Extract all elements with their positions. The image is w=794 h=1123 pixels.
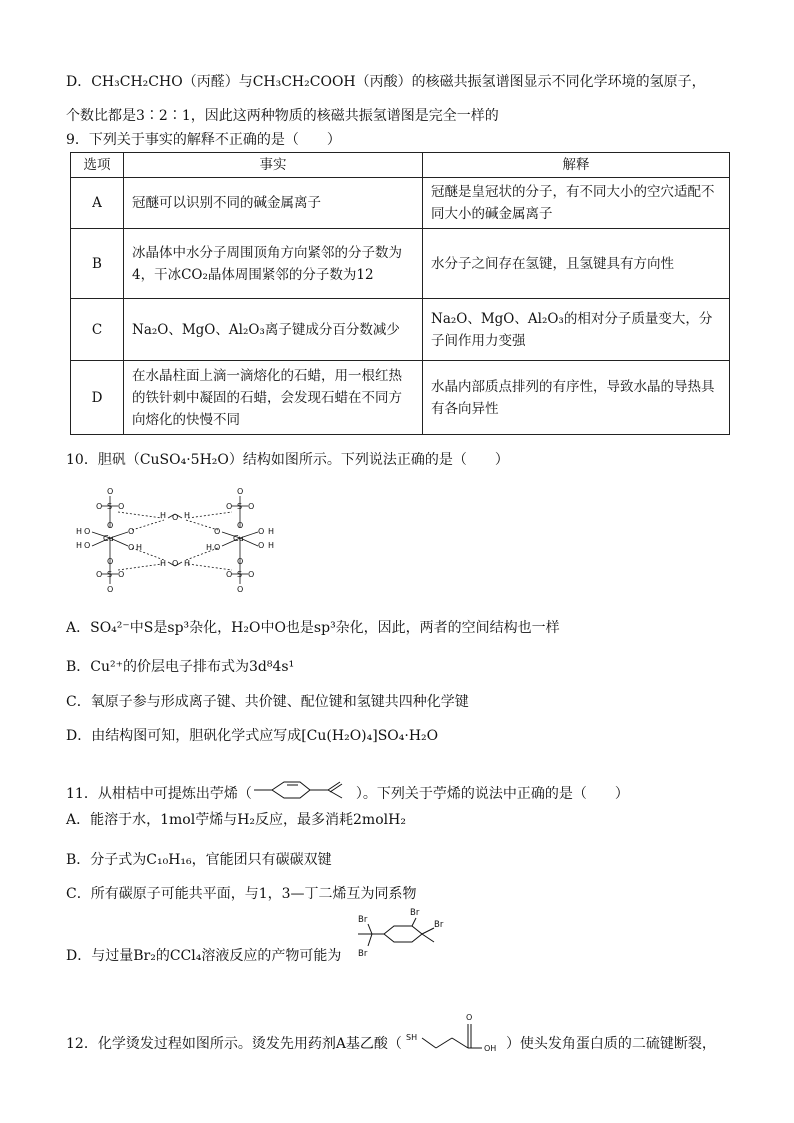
atom-label: O [118, 570, 125, 579]
table-row [71, 229, 730, 299]
q9-row-explain: 冠醚是皇冠状的分子，有不同大小的空穴适配不同大小的碱金属离子 [423, 178, 730, 229]
q11-option-d: D．与过量Br₂的CCl₄溶液反应的产物可能为 [66, 948, 342, 964]
table-row [71, 178, 730, 229]
atom-label: H [268, 527, 275, 536]
limonene-structure-icon [252, 778, 356, 810]
atom-label: O [84, 541, 91, 550]
atom-label: S [237, 502, 243, 511]
atom-label: S [107, 570, 113, 579]
q11-option-b: B．分子式为C₁₀H₁₆，官能团只有碳碳双键 [66, 852, 332, 868]
q9-table [70, 152, 730, 435]
q9-row-option: A [71, 178, 124, 229]
q9-header-fact: 事实 [124, 153, 423, 178]
atom-label: O [248, 502, 255, 511]
atom-label: O [107, 585, 114, 594]
q8-option-d-line2: 个数比都是3∶2∶1，因此这两种物质的核磁共振氢谱图是完全一样的 [66, 108, 499, 124]
q9-row-fact: 在水晶柱面上滴一滴熔化的石蜡，用一根红热的铁针刺中凝固的石蜡，会发现石蜡在不同方向熔化的快慢不同 [124, 361, 423, 435]
atom-label: H [160, 511, 167, 520]
q9-row-explain: 水晶内部质点排列的有序性，导致水晶的导热具有各向异性 [423, 361, 730, 435]
atom-label: O [226, 502, 233, 511]
q11-option-a: A．能溶于水，1mol苧烯与H₂反应，最多消耗2molH₂ [66, 812, 406, 828]
atom-label: H [184, 559, 191, 568]
atom-label: O [214, 527, 221, 536]
atom-label: Br [410, 908, 420, 918]
atom-label: H [76, 527, 83, 536]
atom-label: O [237, 521, 244, 530]
atom-label: O [248, 570, 255, 579]
q11-stem-part1: 11．从柑桔中可提炼出苧烯（ [66, 786, 252, 802]
atom-label: S [237, 570, 243, 579]
atom-label: S [107, 502, 113, 511]
atom-label: Br [434, 920, 444, 930]
atom-label: O [107, 487, 114, 496]
tetrabromo-product-structure [354, 904, 466, 964]
atom-label: O [237, 487, 244, 496]
atom-label: H [184, 511, 191, 520]
chalcanthite-structure-diagram [72, 484, 292, 596]
q9-header-row [71, 153, 730, 178]
q9-row-option: B [71, 229, 124, 299]
q10-option-c: C．氧原子参与形成离子键、共价键、配位键和氢键共四种化学键 [66, 694, 469, 710]
atom-label: O [258, 541, 265, 550]
atom-label: O [84, 527, 91, 536]
atom-label: O [107, 521, 114, 530]
q9-row-fact: 冰晶体中水分子周围顶角方向紧邻的分子数为4，干冰CO₂晶体周围紧邻的分子数为12 [124, 229, 423, 299]
q9-header-explain: 解释 [423, 153, 730, 178]
q9-row-option: D [71, 361, 124, 435]
atom-label: H [76, 541, 83, 550]
atom-label: O [128, 527, 135, 536]
atom-label: Cu [103, 534, 114, 543]
atom-label: O [96, 502, 103, 511]
q11-option-c: C．所有碳原子可能共平面，与1，3—丁二烯互为同系物 [66, 886, 417, 902]
atom-label: O [96, 570, 103, 579]
atom-label: O [237, 585, 244, 594]
q10-option-d: D．由结构图可知，胆矾化学式应写成[Cu(H₂O)₄]SO₄·H₂O [66, 728, 439, 744]
q9-row-explain: 水分子之间存在氢键，且氢键具有方向性 [423, 229, 730, 299]
thioglycolic-acid-structure-icon [402, 1010, 506, 1060]
atom-label: O [258, 527, 265, 536]
q9-stem: 9．下列关于事实的解释不正确的是（ ） [66, 132, 341, 148]
atom-label: SH [405, 1033, 418, 1042]
atom-label: H [206, 543, 213, 552]
q9-row-option: C [71, 299, 124, 361]
atom-label: H [136, 543, 143, 552]
q12-stem-part1: 12．化学烫发过程如图所示。烫发先用药剂A基乙酸（ [66, 1036, 402, 1052]
q11-stem [66, 778, 629, 810]
table-row [71, 361, 730, 435]
atom-label: O [226, 570, 233, 579]
atom-label: O [214, 543, 221, 552]
atom-label: H [268, 541, 275, 550]
atom-label: O [107, 557, 114, 566]
atom-label: Br [358, 915, 368, 925]
q9-row-fact: 冠醚可以识别不同的碱金属离子 [124, 178, 423, 229]
atom-label: OH [483, 1044, 497, 1053]
q10-option-a: A．SO₄²⁻中S是sp³杂化，H₂O中O也是sp³杂化，因此，两者的空间结构也一样 [66, 620, 560, 636]
q10-option-b: B．Cu²⁺的价层电子排布式为3d⁸4s¹ [66, 659, 295, 675]
atom-label: Br [358, 949, 368, 959]
table-row [71, 299, 730, 361]
atom-label: Cu [233, 534, 244, 543]
atom-label: O [237, 557, 244, 566]
atom-label: O [172, 559, 179, 568]
q12-stem-part2: ）使头发角蛋白质的二硫键断裂， [505, 1036, 716, 1052]
atom-label: H [160, 559, 167, 568]
q9-row-fact: Na₂O、MgO、Al₂O₃离子键成分百分数减少 [124, 299, 423, 361]
q8-option-d-line1: D．CH₃CH₂CHO（丙醛）与CH₃CH₂COOH（丙酸）的核磁共振氢谱图显示不同化学环境的氢原子， [66, 74, 706, 90]
atom-label: O [465, 1013, 473, 1022]
q12-stem [66, 1010, 716, 1060]
atom-label: O [118, 502, 125, 511]
q9-row-explain: Na₂O、MgO、Al₂O₃的相对分子质量变大，分子间作用力变强 [423, 299, 730, 361]
q9-header-option: 选项 [71, 153, 124, 178]
q11-stem-part2: ）。下列关于苧烯的说法中正确的是（ ） [355, 786, 629, 802]
q10-stem: 10．胆矾（CuSO₄·5H₂O）结构如图所示。下列说法正确的是（ ） [66, 452, 509, 468]
atom-label: O [128, 543, 135, 552]
atom-label: O [172, 513, 179, 522]
